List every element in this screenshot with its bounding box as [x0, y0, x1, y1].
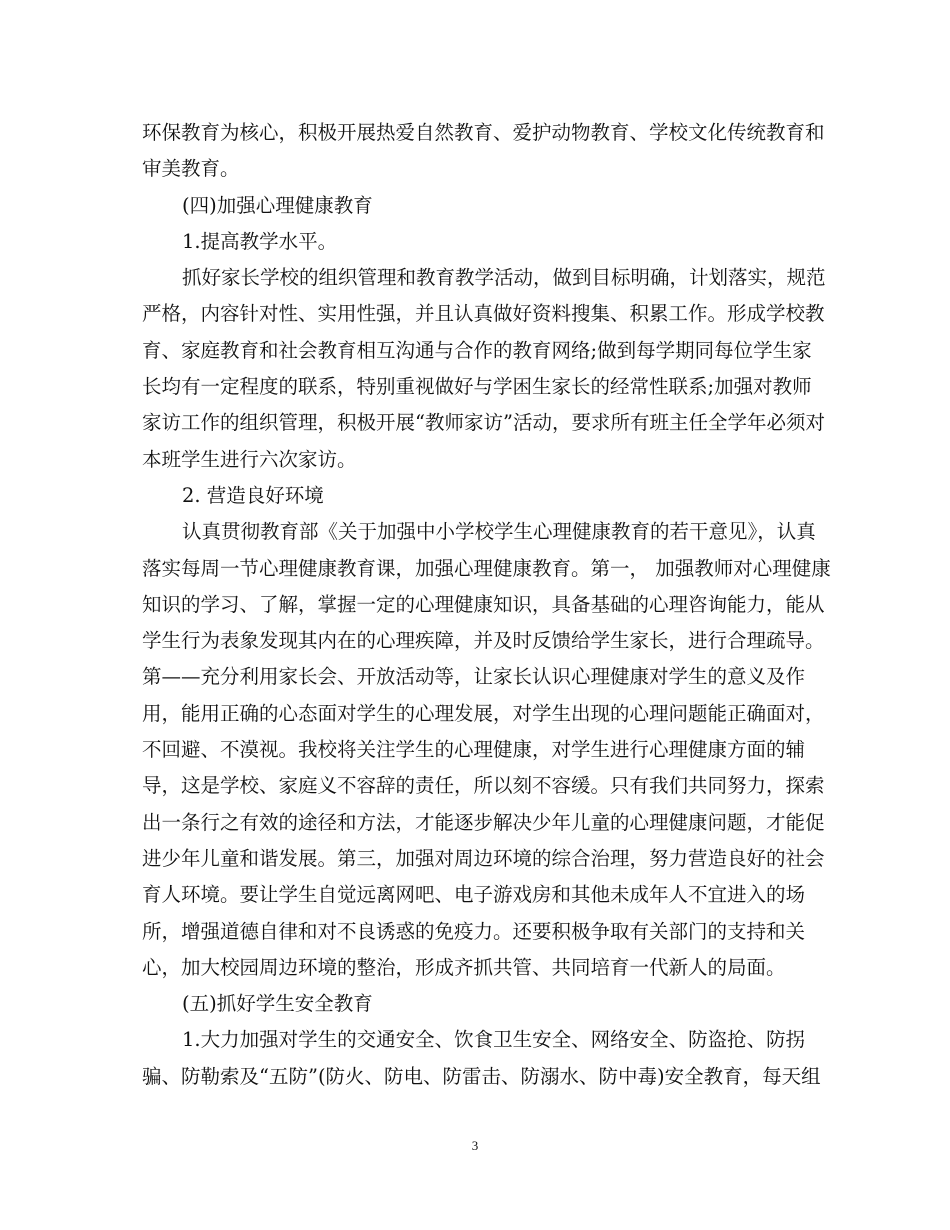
- text-line: 第——充分利用家长会、开放活动等，让家长认识心理健康对学生的意义及作: [142, 665, 806, 689]
- text-line: 审美教育。: [142, 157, 240, 181]
- text-line: 认真贯彻教育部《关于加强中小学校学生心理健康教育的若干意见》，认真: [182, 520, 816, 544]
- text-line: 抓好家长学校的组织管理和教育教学活动，做到目标明确，计划落实，规范: [182, 266, 826, 290]
- subsection-heading: 2. 营造良好环境: [182, 483, 324, 507]
- text-line: 落实每周一节心理健康教育课，加强心理健康教育。第一， 加强教师对心理健康: [142, 556, 831, 580]
- document-body: [142, 115, 831, 1095]
- text-line: 进少年儿童和谐发展。第三，加强对周边环境的综合治理，努力营造良好的社会: [142, 846, 825, 870]
- page-number: 3: [471, 1138, 479, 1153]
- text-line: 1.大力加强对学生的交通安全、饮食卫生安全、网络安全、防盗抢、防拐: [182, 1028, 806, 1052]
- text-line: 环保教育为核心，积极开展热爱自然教育、爱护动物教育、学校文化传统教育和: [142, 121, 825, 144]
- text-line: 所，增强道德自律和对不良诱惑的免疫力。还要积极争取有关部门的支持和关: [142, 919, 806, 943]
- section-heading: (五)抓好学生安全教育: [182, 992, 373, 1016]
- text-line: 知识的学习、了解，掌握一定的心理健康知识，具备基础的心理咨询能力，能从: [142, 592, 825, 616]
- text-line: 心，加大校园周边环境的整治，形成齐抓共管、共同培育一代新人的局面。: [142, 955, 786, 979]
- text-line: 学生行为表象发现其内在的心理疾障，并及时反馈给学生家长，进行合理疏导。: [142, 629, 825, 653]
- text-line: 导，这是学校、家庭义不容辞的责任，所以刻不容缓。只有我们共同努力，探索: [142, 774, 825, 798]
- text-line: 育人环境。要让学生自觉远离网吧、电子游戏房和其他未成年人不宜进入的场: [142, 883, 806, 907]
- text-line: 严格，内容针对性、实用性强，并且认真做好资料搜集、积累工作。形成学校教: [142, 302, 825, 326]
- text-line: 出一条行之有效的途径和方法，才能逐步解决少年儿童的心理健康问题，才能促: [142, 810, 825, 834]
- text-line: 用，能用正确的心态面对学生的心理发展，对学生出现的心理问题能正确面对，: [142, 701, 825, 725]
- text-line: 育、家庭教育和社会教育相互沟通与合作的教育网络;做到每学期同每位学生家: [142, 338, 812, 362]
- text-line: 本班学生进行六次家访。: [142, 447, 357, 471]
- text-line: 长均有一定程度的联系，特别重视做好与学困生家长的经常性联系;加强对教师: [142, 375, 812, 399]
- text-line: 家访工作的组织管理，积极开展“教师家访”活动，要求所有班主任全学年必须对: [142, 411, 825, 435]
- text-line: 骗、防勒索及“五防”(防火、防电、防雷击、防溺水、防中毒)安全教育，每天组: [142, 1064, 821, 1088]
- subsection-heading: 1.提高教学水平。: [182, 229, 338, 253]
- section-heading: (四)加强心理健康教育: [182, 193, 373, 217]
- text-line: 不回避、不漠视。我校将关注学生的心理健康，对学生进行心理健康方面的辅: [142, 738, 806, 762]
